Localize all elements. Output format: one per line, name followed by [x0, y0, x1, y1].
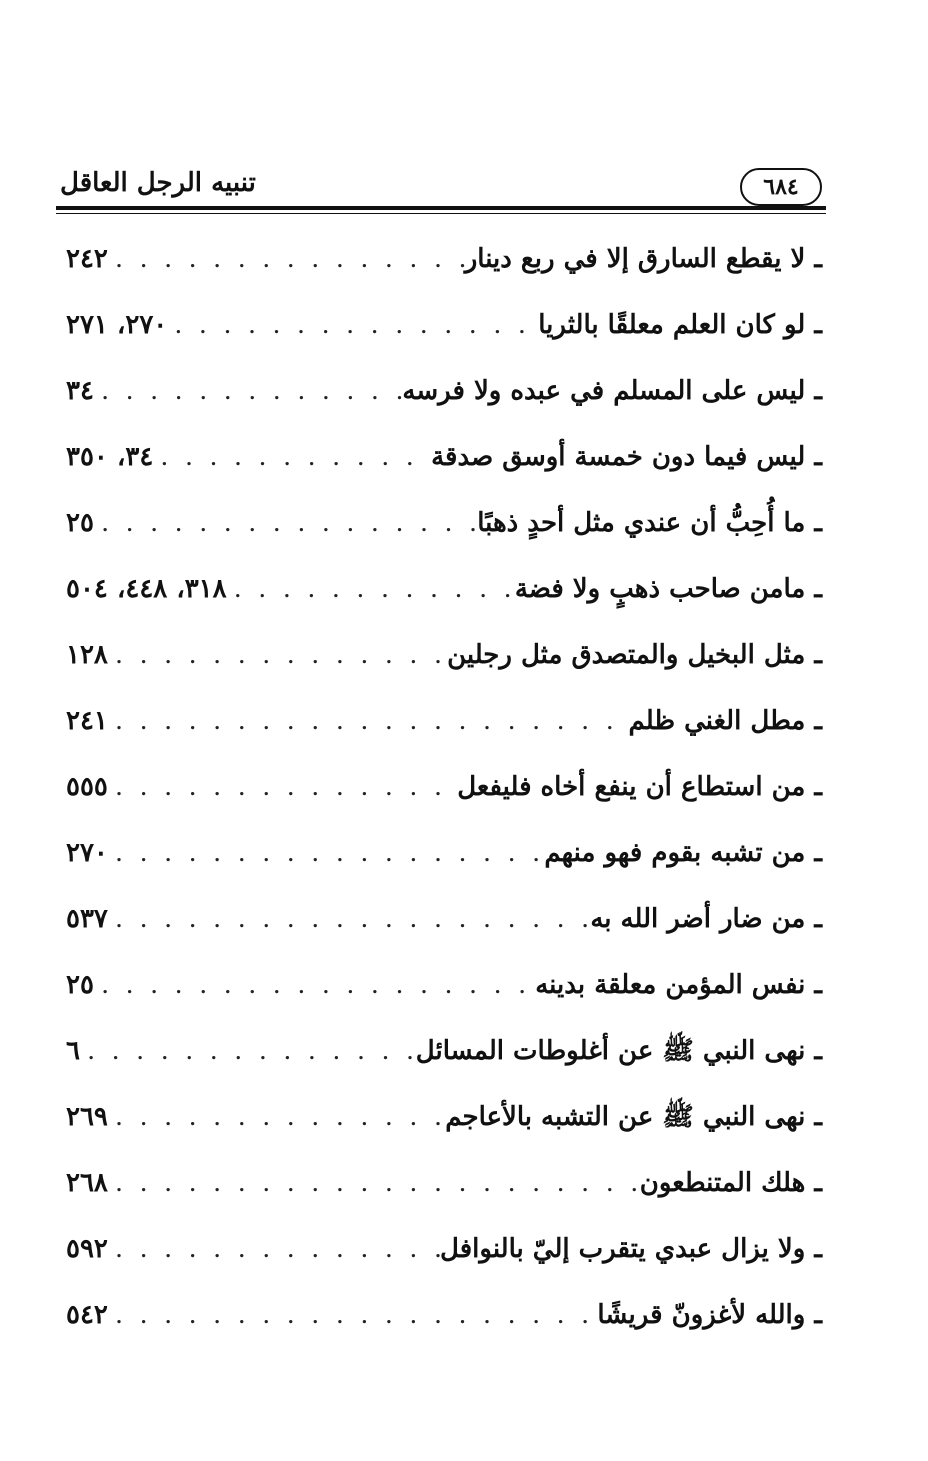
entry-text: ـ من استطاع أن ينفع أخاه فليفعل: [457, 772, 822, 802]
dot-leader: [94, 493, 477, 559]
index-entry: [66, 556, 822, 622]
dot-leader: [108, 823, 544, 889]
dot-leader: [108, 1087, 445, 1153]
entry-pages: ٢٧٠: [66, 838, 108, 868]
index-entry: [66, 754, 822, 820]
entry-text: ـ من تشبه بقوم فهو منهم: [544, 838, 822, 868]
entry-text: ـ ولا يزال عبدي يتقرب إليّ بالنوافل: [440, 1234, 822, 1264]
entry-pages: ٢٤١: [66, 706, 108, 736]
entry-pages: ٥٥٥: [66, 772, 108, 802]
index-entry: [66, 886, 822, 952]
entry-pages: ٣٤: [66, 376, 94, 406]
index-entry: [66, 292, 822, 358]
page-header: [56, 160, 826, 212]
dot-leader: [108, 1219, 440, 1285]
entry-pages: ٢٤٢: [66, 244, 108, 274]
entry-pages: ٥٣٧: [66, 904, 108, 934]
index-entry: [66, 1216, 822, 1282]
index-entry: [66, 622, 822, 688]
index-entry: [66, 424, 822, 490]
dot-leader: [80, 1021, 416, 1087]
index-entry: [66, 820, 822, 886]
entry-text: ـ ليس فيما دون خمسة أوسق صدقة: [431, 442, 822, 472]
entry-pages: ٢٦٨: [66, 1168, 108, 1198]
index-entry: [66, 358, 822, 424]
entry-pages: ٢٧٠، ٢٧١: [66, 310, 168, 340]
dot-leader: [153, 427, 431, 493]
entry-pages: ٥٤٢: [66, 1300, 108, 1330]
index-entry: [66, 1018, 822, 1084]
entry-text: ـ من ضار أضر الله به: [590, 904, 822, 934]
dot-leader: [227, 559, 515, 625]
entry-text: ـ لو كان العلم معلقًا بالثريا: [538, 310, 822, 340]
dot-leader: [108, 889, 590, 955]
entry-text: ـ مامن صاحب ذهبٍ ولا فضة: [514, 574, 822, 604]
dot-leader: [94, 955, 535, 1021]
index-entry: [66, 1282, 822, 1348]
index-entry: [66, 952, 822, 1018]
entry-pages: ٣٤، ٣٥٠: [66, 442, 154, 472]
header-rule-thick: [56, 206, 826, 210]
entry-text: ـ نهى النبي ﷺ عن أغلوطات المسائل: [415, 1036, 822, 1066]
dot-leader: [108, 229, 465, 295]
running-title: تنبيه الرجل العاقل: [60, 168, 256, 198]
entry-pages: ٦: [66, 1036, 80, 1066]
entry-text: ـ مثل البخيل والمتصدق مثل رجلين: [447, 640, 822, 670]
dot-leader: [108, 1285, 598, 1351]
page-number: ٦٨٤: [740, 168, 822, 206]
entry-text: ـ هلك المتنطعون: [639, 1168, 822, 1198]
index-entry: [66, 1150, 822, 1216]
dot-leader: [108, 691, 629, 757]
header-rule-thin: [56, 213, 826, 214]
entry-text: ـ لا يقطع السارق إلا في ربع دينار: [464, 244, 822, 274]
index-entry: [66, 1084, 822, 1150]
entry-pages: ٥٩٢: [66, 1234, 108, 1264]
entry-pages: ٢٦٩: [66, 1102, 108, 1132]
entry-text: ـ والله لأغزونّ قريشًا: [597, 1300, 822, 1330]
entry-text: ـ نفس المؤمن معلقة بدينه: [535, 970, 822, 1000]
index-entry: [66, 688, 822, 754]
entry-text: ـ مطل الغني ظلم: [628, 706, 822, 736]
dot-leader: [108, 625, 447, 691]
entry-pages: ٢٥: [66, 970, 94, 1000]
dot-leader: [94, 361, 402, 427]
entry-text: ـ ليس على المسلم في عبده ولا فرسه: [402, 376, 822, 406]
index-entry: [66, 226, 822, 292]
dot-leader: [167, 295, 538, 361]
entry-pages: ٢٥: [66, 508, 94, 538]
dot-leader: [108, 1153, 640, 1219]
index-entry: [66, 490, 822, 556]
entry-text: ـ ما أُحِبُّ أن عندي مثل أحدٍ ذهبًا: [477, 508, 822, 538]
dot-leader: [108, 757, 457, 823]
entry-text: ـ نهى النبي ﷺ عن التشبه بالأعاجم: [445, 1102, 822, 1132]
index-list: [66, 226, 822, 1348]
entry-pages: ١٢٨: [66, 640, 108, 670]
entry-pages: ٣١٨، ٤٤٨، ٥٠٤: [66, 574, 227, 604]
